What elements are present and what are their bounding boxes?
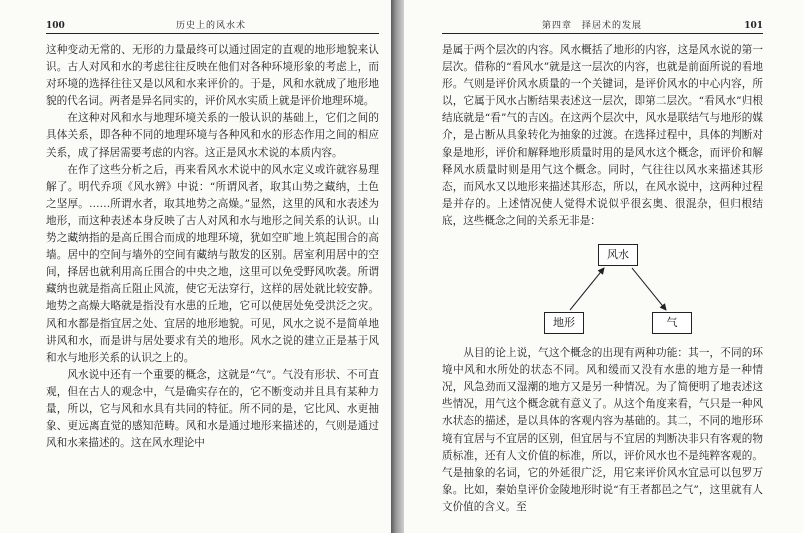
diagram-node-fengshui: 风水 xyxy=(598,244,638,266)
right-running-title: 第四章 择居术的发展 xyxy=(542,21,643,31)
paragraph: 这种变动无常的、无形的力量最终可以通过固定的直观的地形地貌来认识。古人对风和水的考虑往往反映在他们对各种环境形象的考虑上，而对环境的选择往往又是以风和水来评价的。于是，风和水就成了地形地貌的代名词。两者是异名同实的，评价风水实质上就是评价地理环境。 xyxy=(46,44,379,108)
paragraph: 从目的论上说，气这个概念的出现有两种功能：其一，不同的环境中风和水所处的状态不同。风和缓而又没有水患的地方是一种情况，风急劲而又湿潮的地方又是另一种情况。为了简便明了地表述这些情况，用气这个概念就有意义了。从这个角度来看，气只是一种风水状态的描述，是以具体的客观内容为基础的。其二，不同的地形环境有宜居与不宜居的区别，但宜居与不宜居的判断决非只有客观的物质标准，还有人文价值的标准，所以，评价风水也不是纯粹客观的。气是抽象的名词，它的外延很广泛，用它来评价风水宜忌可以包罗万象。比如，秦始皇评价金陵地形时说“有王者都邑之气”，这里就有人文价值的含义。至 xyxy=(442,347,763,513)
paragraph: 风水说中还有一个重要的概念，这就是“气”。气没有形状、不可直观，但在古人的观念中，气是确实存在的，它不断变动并且具有某种力量，所以，它与风和水具有共同的特征。所不同的是，它比风、水更抽象、更远离直觉的感知范畴。风和水是通过地形来描述的，气则是通过风和水来描述的。这在风水理论中 xyxy=(46,368,379,450)
left-page-number: 100 xyxy=(46,21,65,31)
right-page xyxy=(404,0,803,533)
paragraph: 在作了这些分析之后，再来看风水术说中的风水定义或许就容易理解了。明代乔项《风水辨》中说：“所谓风者，取其山势之藏纳，土色之坚厚。……所谓水者，取其地势之高燥。”显然，这里的风和水表述为地形，而这种表述本身反映了古人对风和水与地形之间关系的认识。山势之藏纳指的是高丘围合而成的地理环境，犹如空旷地上筑起围合的高墙。居中的空间与墙外的空间有藏纳与散发的区别。居室利用居中的空间，择居也就利用高丘围合的中央之地，这里可以免受野风吹袭。所谓藏纳也就是指高丘阻止风流，使它无法穿行，这样的居处就比较安静。地势之高燥大略就是指没有水患的丘地，它可以使居处免受洪泛之灾。风和水都是指宜居之处、宜居的地形地貌。可见，风水之说不是简单地讲风和水，而是讲与居处要求有关的地形。风水之说的建立正是基于风和水与地形关系的认识之上的。 xyxy=(46,163,379,364)
fengshui-relation-diagram xyxy=(442,234,763,339)
right-page-body xyxy=(442,42,763,516)
right-page-number: 101 xyxy=(744,21,763,31)
arrow-fengshui-to-qi xyxy=(632,268,666,310)
left-page-header xyxy=(46,18,379,34)
book-gutter xyxy=(391,0,404,533)
left-page xyxy=(0,0,391,533)
paragraph: 在这种对风和水与地理环境关系的一般认识的基础上，它们之间的具体关系，即各种不同的地理环境与各种风和水的形态作用之间的相应关系，成了择居需要考虑的内容。这正是风水术说的本质内容。 xyxy=(46,112,379,159)
arrow-dixing-to-fengshui xyxy=(570,268,604,310)
paragraph: 是属于两个层次的内容。风水概括了地形的内容，这是风水说的第一层次。借称的“看风水”就是这一层次的内容，也就是前面所说的看地形。气则是评价风水质量的一个关键词，是评价风水的中心内容，所以，它属于风水占断结果表述这一层次，即第二层次。“看风水”归根结底就是“看”气的吉凶。在这两个层次中，风水是联结气与地形的媒介，是占断从具象转化为抽象的过渡。在选择过程中，具体的判断对象是地形，评价和解释地形质量时用的是风水这个概念，而评价和解释风水质量时则是用气这个概念。同时，气往往以风水来描述其形态，而风水又以地形来描述其形态，所以，在风水说中，这两种过程是并存的。上述情况使人觉得术说似乎很玄奥、很混杂，但归根结底，这些概念之间的关系无非是： xyxy=(442,44,763,227)
diagram-node-dixing: 地形 xyxy=(544,312,584,334)
left-running-title: 历史上的风水术 xyxy=(176,21,247,31)
right-page-header xyxy=(442,18,763,34)
diagram-node-qi: 气 xyxy=(652,312,692,334)
left-page-body xyxy=(46,42,379,452)
